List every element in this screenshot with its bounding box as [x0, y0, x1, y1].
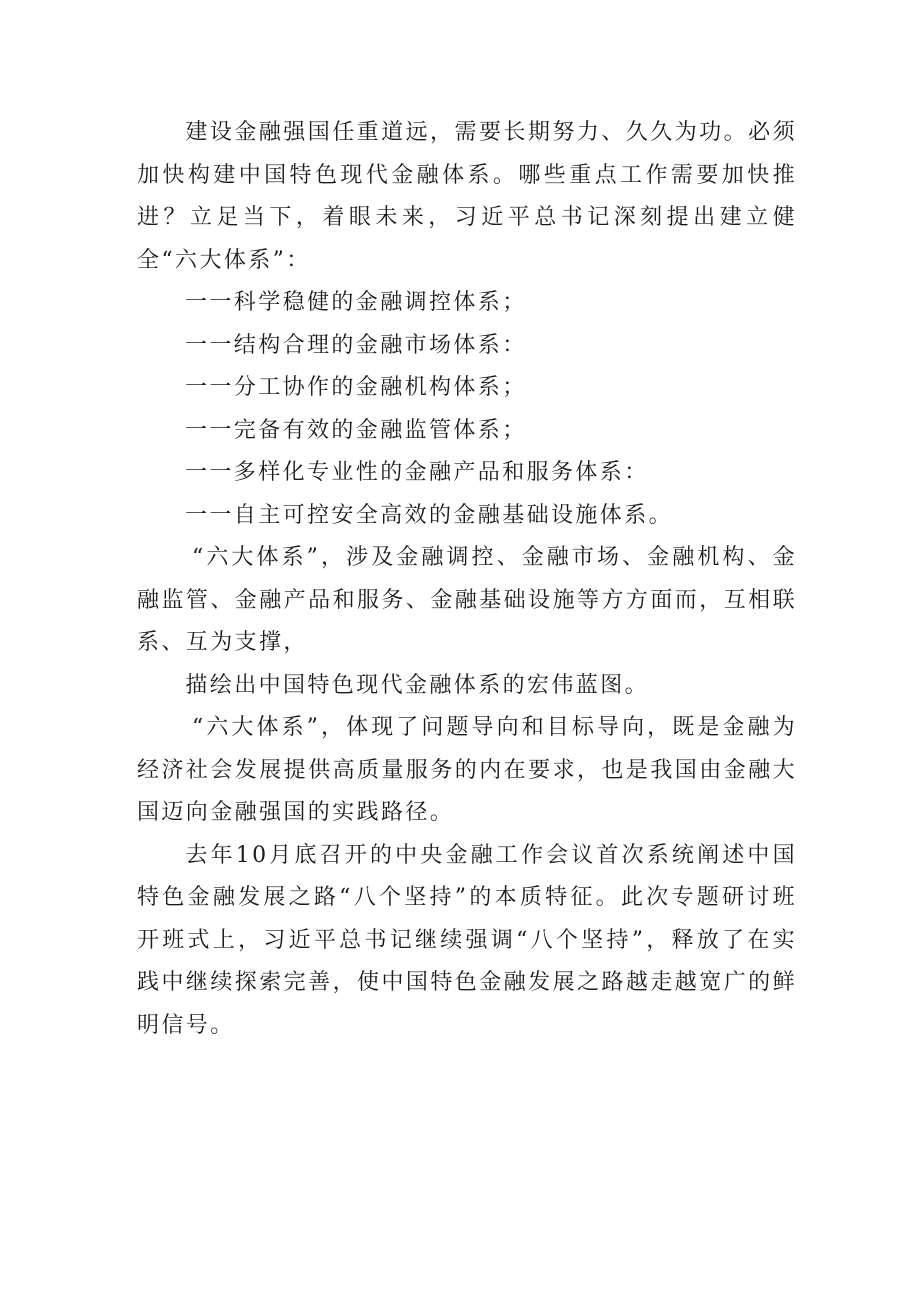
paragraph-six-systems-scope: “六大体系”，涉及金融调控、金融市场、金融机构、金融监管、金融产品和服务、金融基础设施等方方面而，互相联系、互为支撑， — [137, 545, 797, 655]
list-item: 一一科学稳健的金融调控体系； — [185, 290, 527, 315]
paragraph-intro: 建设金融强国任重道远，需要长期努力、久久为功。必须加快构建中国特色现代金融体系。哪些重点工作需要加快推进？立足当下，着眼未来，习近平总书记深刻提出建立健全“六大体系”： — [137, 120, 797, 273]
paragraph-blueprint: 描绘出中国特色现代金融体系的宏伟蓝图。 — [185, 672, 649, 698]
paragraph-six-systems-orientation: “六大体系”，体现了问题导向和目标导向，既是金融为经济社会发展提供高质量服务的内在要求，也是我国由金融大国迈向金融强国的实践路径。 — [137, 715, 797, 825]
list-item: 一一多样化专业性的金融产品和服务体系： — [185, 460, 649, 485]
list-item: 一一分工协作的金融机构体系； — [185, 375, 527, 400]
paragraph-eight-persistences: 去年10月底召开的中央金融工作会议首次系统阐述中国特色金融发展之路“八个坚持”的本质特征。此次专题研讨班开班式上，习近平总书记继续强调“八个坚持”，释放了在实践中继续探索完善，使中国特色金融发展之路越走越宽广的鲜明信号。 — [137, 842, 797, 1038]
document-body — [137, 112, 797, 1047]
list-item: 一一结构合理的金融市场体系： — [185, 332, 527, 358]
list-item: 一一完备有效的金融监管体系； — [185, 417, 527, 443]
list-item: 一一自主可控安全高效的金融基础设施体系。 — [185, 502, 674, 528]
